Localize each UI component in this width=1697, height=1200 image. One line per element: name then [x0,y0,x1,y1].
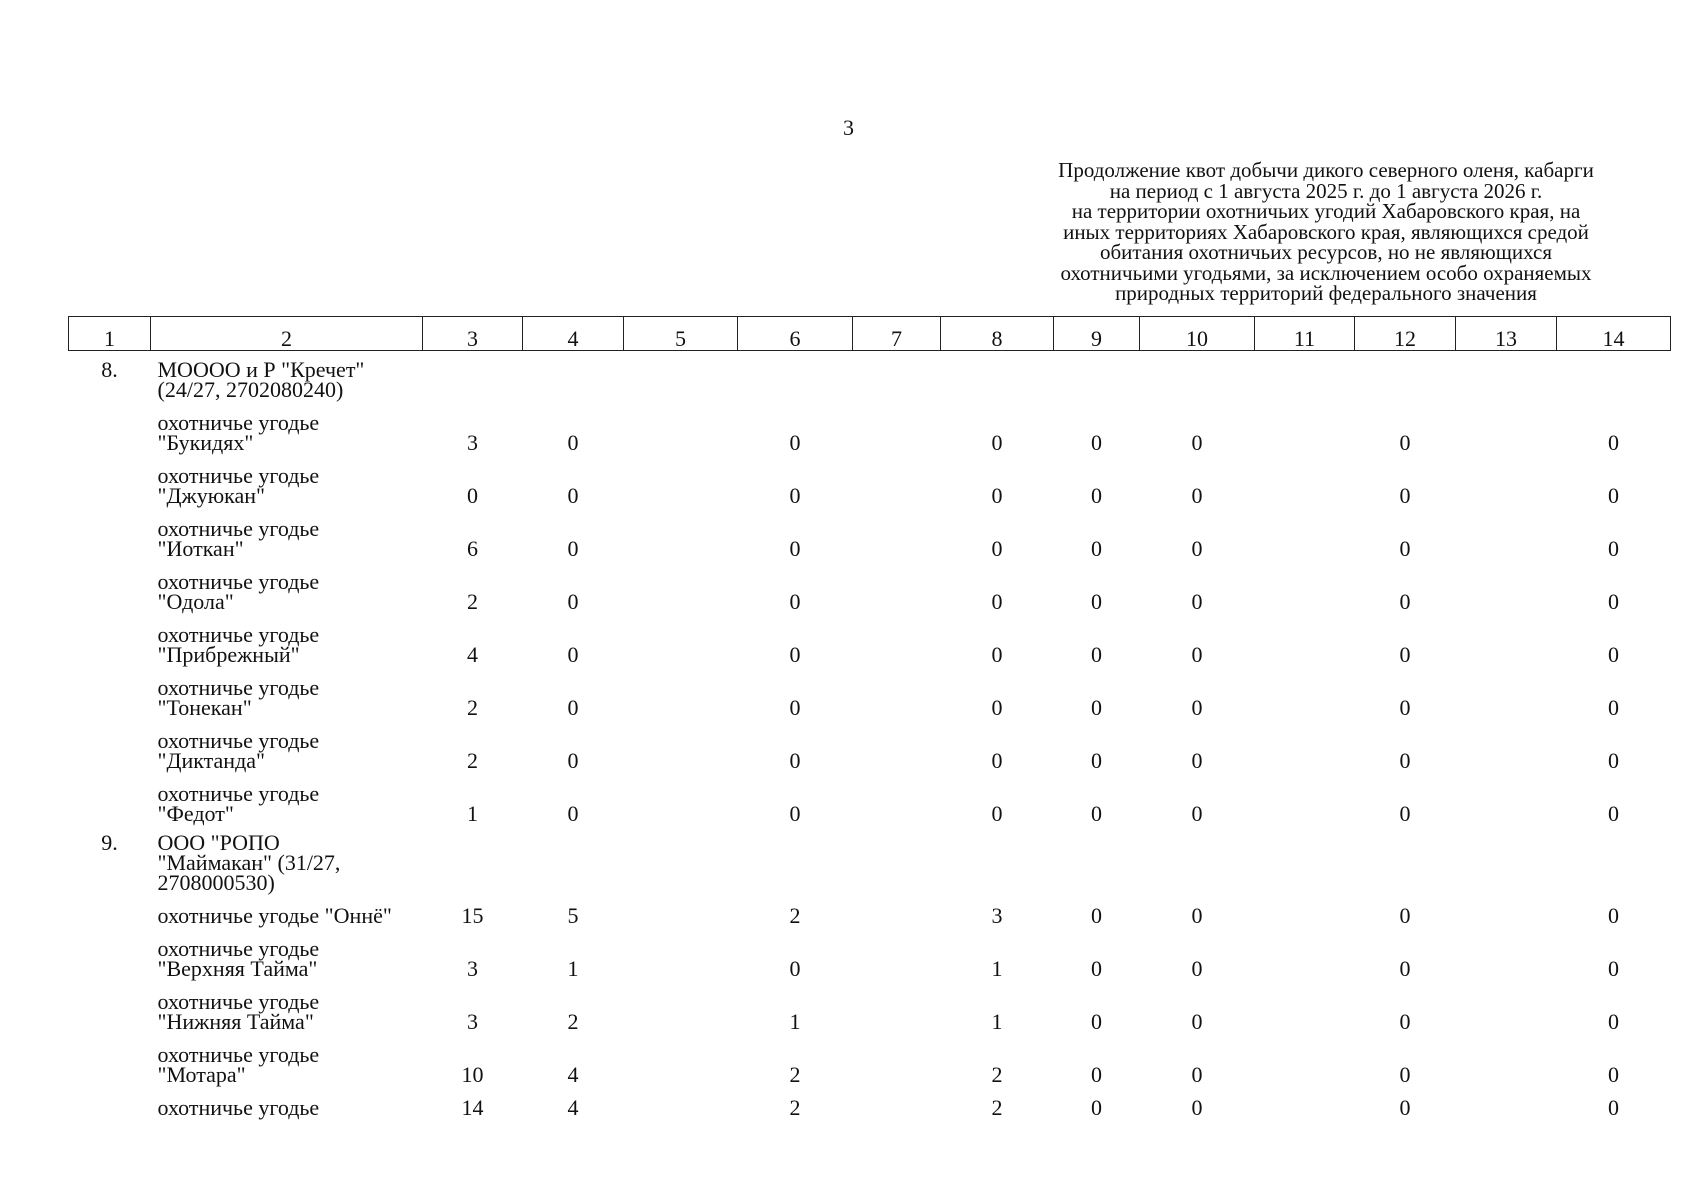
value-cell-col-5 [624,400,738,453]
value-cell-col-9 [1054,351,1140,401]
value-cell-col-9: 0 [1091,430,1102,455]
value-cell-col-8 [941,351,1054,401]
name-line: (24/27, 2702080240) [157,377,344,402]
value-cell-col-14: 0 [1608,695,1619,720]
value-cell-col-6: 0 [789,483,801,508]
caption-line: иных территориях Хабаровского края, являющихся средой [1063,219,1589,244]
value-cell-col-4: 0 [567,748,579,773]
value-cell-col-11 [1255,1085,1355,1118]
value-cell-col-14 [1557,824,1671,893]
hunting-ground-row [69,771,1671,824]
value-cell-col-8: 0 [991,695,1003,720]
hunting-ground-name [151,718,423,771]
value-cell-col-10: 0 [1191,483,1203,508]
name-line: "Иоткан" [157,536,244,561]
value-cell-col-11 [1255,559,1355,612]
hunting-ground-row [69,453,1671,506]
value-cell-col-3: 3 [467,956,478,981]
value-cell-col-12: 0 [1399,642,1411,667]
value-cell-col-5 [624,612,738,665]
value-cell-col-10: 0 [1191,642,1203,667]
header-cell: 12 [1355,317,1456,351]
value-cell-col-8: 0 [991,430,1003,455]
value-cell-col-6: 2 [789,1062,801,1087]
value-cell-col-6: 0 [789,695,801,720]
value-cell-col-11 [1255,351,1355,401]
name-line: "Нижняя Тайма" [157,1009,314,1034]
value-cell-col-6: 0 [789,801,801,826]
name-line: охотничье угодье [157,781,320,806]
value-cell-col-7 [853,506,941,559]
value-cell-col-8: 0 [991,801,1003,826]
value-cell-col-10: 0 [1191,430,1203,455]
value-cell-col-6: 0 [789,589,801,614]
organization-name [151,824,423,893]
value-cell-col-13 [1456,771,1557,824]
value-cell-col-9: 0 [1091,536,1102,561]
value-cell-col-4: 0 [567,801,579,826]
value-cell-col-4: 0 [567,695,579,720]
header-row [69,317,1671,351]
row-number [69,979,151,1032]
name-line: охотничье угодье [157,622,320,647]
value-cell-col-14: 0 [1608,1009,1619,1034]
value-cell-col-3: 2 [467,748,478,773]
hunting-ground-row [69,612,1671,665]
header-cell: 10 [1140,317,1255,351]
value-cell-col-13 [1456,718,1557,771]
value-cell-col-5 [624,351,738,401]
name-line: "Тонекан" [157,695,252,720]
value-cell-col-13 [1456,979,1557,1032]
value-cell-col-12: 0 [1399,748,1411,773]
value-cell-col-5 [624,1085,738,1118]
hunting-ground-row [69,506,1671,559]
value-cell-col-10 [1140,824,1255,893]
name-line: охотничье угодье "Оннё" [157,903,392,928]
caption-line: Продолжение квот добычи дикого северного оленя, кабарги [1058,158,1594,182]
value-cell-col-13 [1456,559,1557,612]
row-number [69,612,151,665]
value-cell-col-3 [423,351,523,401]
header-cell: 14 [1557,317,1671,351]
value-cell-col-12: 0 [1399,536,1411,561]
value-cell-col-11 [1255,718,1355,771]
header-cell: 6 [738,317,853,351]
value-cell-col-12: 0 [1399,956,1411,981]
hunting-ground-name [151,506,423,559]
row-number [69,665,151,718]
hunting-ground-row [69,926,1671,979]
name-line: "Диктанда" [157,748,266,773]
hunting-ground-name [151,665,423,718]
value-cell-col-3: 6 [467,536,478,561]
name-line: охотничье угодье [157,569,320,594]
value-cell-col-5 [624,559,738,612]
row-number [69,559,151,612]
value-cell-col-8: 1 [991,1009,1003,1034]
value-cell-col-8: 0 [991,748,1003,773]
value-cell-col-10: 0 [1191,536,1203,561]
value-cell-col-12 [1355,351,1456,401]
value-cell-col-7 [853,453,941,506]
name-line: "Мотара" [157,1062,246,1087]
value-cell-col-5 [624,453,738,506]
value-cell-col-12: 0 [1399,695,1411,720]
value-cell-col-9: 0 [1091,695,1102,720]
row-number [69,771,151,824]
value-cell-col-10: 0 [1191,589,1203,614]
name-line: "Федот" [157,801,234,826]
value-cell-col-7 [853,400,941,453]
value-cell-col-5 [624,1032,738,1085]
value-cell-col-11 [1255,1032,1355,1085]
value-cell-col-14: 0 [1608,589,1619,614]
value-cell-col-5 [624,926,738,979]
caption-line: природных территорий федерального значения [1115,281,1537,305]
value-cell-col-12: 0 [1399,1062,1411,1087]
value-cell-col-3: 3 [467,1009,478,1034]
value-cell-col-11 [1255,400,1355,453]
name-line: охотничье угодье [157,936,320,961]
value-cell-col-11 [1255,665,1355,718]
header-cell: 1 [69,317,151,351]
value-cell-col-13 [1456,351,1557,401]
value-cell-col-13 [1456,665,1557,718]
header-cell: 7 [853,317,941,351]
value-cell-col-4: 4 [567,1095,579,1120]
hunting-ground-row [69,400,1671,453]
row-number [69,1085,151,1118]
value-cell-col-6: 1 [789,1009,801,1034]
value-cell-col-9: 0 [1091,1062,1102,1087]
value-cell-col-9: 0 [1091,483,1102,508]
value-cell-col-5 [624,771,738,824]
caption-line: охотничьими угодьями, за исключением особо охраняемых [1060,260,1592,285]
value-cell-col-9: 0 [1091,589,1102,614]
organization-row [69,351,1671,401]
value-cell-col-12: 0 [1399,1009,1411,1034]
value-cell-col-7 [853,351,941,401]
header-cell: 5 [624,317,738,351]
row-number [69,926,151,979]
hunting-ground-name [151,400,423,453]
value-cell-col-7 [853,979,941,1032]
value-cell-col-13 [1456,453,1557,506]
value-cell-col-6: 0 [789,956,801,981]
value-cell-col-6 [738,824,853,893]
name-line: охотничье угодье [157,1042,320,1067]
hunting-ground-row [69,1032,1671,1085]
name-line: охотничье угодье [157,516,320,541]
value-cell-col-6 [738,351,853,401]
value-cell-col-6: 2 [789,1095,801,1120]
value-cell-col-9: 0 [1091,1095,1102,1120]
value-cell-col-14: 0 [1608,748,1619,773]
value-cell-col-14: 0 [1608,1062,1619,1087]
value-cell-col-9: 0 [1091,1009,1102,1034]
value-cell-col-5 [624,979,738,1032]
value-cell-col-3: 3 [467,430,478,455]
value-cell-col-13 [1456,400,1557,453]
value-cell-col-13 [1456,824,1557,893]
value-cell-col-14: 0 [1608,956,1619,981]
value-cell-col-7 [853,771,941,824]
value-cell-col-14: 0 [1608,801,1619,826]
value-cell-col-9: 0 [1091,642,1102,667]
value-cell-col-12: 0 [1399,1095,1411,1120]
page-number: 3 [843,115,854,140]
header-cell: 9 [1054,317,1140,351]
name-line: 2708000530) [157,870,275,895]
value-cell-col-12: 0 [1399,589,1411,614]
value-cell-col-9: 0 [1091,903,1102,928]
value-cell-col-12: 0 [1399,903,1411,928]
value-cell-col-4: 0 [567,642,579,667]
row-number [69,893,151,926]
value-cell-col-14: 0 [1608,483,1619,508]
name-line: "Маймакан" (31/27, [157,850,341,875]
header-cell: 11 [1255,317,1355,351]
value-cell-col-10: 0 [1191,1095,1203,1120]
hunting-ground-name [151,979,423,1032]
value-cell-col-6: 0 [789,536,801,561]
value-cell-col-4: 0 [567,589,579,614]
value-cell-col-11 [1255,893,1355,926]
value-cell-col-11 [1255,926,1355,979]
value-cell-col-14: 0 [1608,536,1619,561]
value-cell-col-10: 0 [1191,695,1203,720]
value-cell-col-10: 0 [1191,801,1203,826]
value-cell-col-8: 3 [991,903,1003,928]
value-cell-col-3: 4 [467,642,478,667]
value-cell-col-14: 0 [1608,903,1619,928]
value-cell-col-8: 1 [991,956,1003,981]
name-line: охотничье угодье [157,1095,320,1120]
hunting-ground-row [69,979,1671,1032]
hunting-ground-row [69,559,1671,612]
hunting-ground-name [151,559,423,612]
value-cell-col-4: 0 [567,483,579,508]
value-cell-col-6: 0 [789,642,801,667]
value-cell-col-4: 0 [567,430,579,455]
value-cell-col-5 [624,893,738,926]
hunting-ground-name [151,453,423,506]
value-cell-col-11 [1255,612,1355,665]
row-number [69,1032,151,1085]
value-cell-col-13 [1456,926,1557,979]
value-cell-col-14 [1557,351,1671,401]
value-cell-col-8: 2 [991,1062,1003,1087]
name-line: МОООО и Р "Кречет" [157,357,365,382]
value-cell-col-7 [853,559,941,612]
value-cell-col-4: 0 [567,536,579,561]
row-number [69,718,151,771]
value-cell-col-9: 0 [1091,748,1102,773]
hunting-ground-name [151,1032,423,1085]
value-cell-col-3: 15 [461,903,484,928]
hunting-ground-name [151,1085,423,1118]
name-line: охотничье угодье [157,675,320,700]
header-cell: 4 [523,317,624,351]
value-cell-col-12: 0 [1399,801,1411,826]
value-cell-col-9: 0 [1091,956,1102,981]
value-cell-col-7 [853,665,941,718]
value-cell-col-10: 0 [1191,748,1203,773]
name-line: охотничье угодье [157,989,320,1014]
value-cell-col-5 [624,718,738,771]
value-cell-col-3: 0 [467,483,478,508]
value-cell-col-3: 14 [461,1095,484,1120]
value-cell-col-9: 0 [1091,801,1102,826]
value-cell-col-7 [853,1032,941,1085]
value-cell-col-7 [853,718,941,771]
value-cell-col-8: 0 [991,642,1003,667]
value-cell-col-4: 1 [567,956,579,981]
header-cell: 8 [941,317,1054,351]
value-cell-col-11 [1255,506,1355,559]
value-cell-col-5 [624,506,738,559]
organization-row [69,824,1671,893]
value-cell-col-4: 4 [567,1062,579,1087]
value-cell-col-14: 0 [1608,1095,1619,1120]
value-cell-col-4: 5 [567,903,579,928]
caption-line: обитания охотничьих ресурсов, но не являющихся [1099,240,1553,264]
hunting-ground-name [151,926,423,979]
value-cell-col-10: 0 [1191,956,1203,981]
value-cell-col-10: 0 [1191,903,1203,928]
value-cell-col-13 [1456,1032,1557,1085]
value-cell-col-13 [1456,1085,1557,1118]
value-cell-col-3: 2 [467,695,478,720]
name-line: "Прибрежный" [157,642,300,667]
header-cell: 3 [423,317,523,351]
organization-name [151,351,423,401]
name-line: "Джуюкан" [157,483,265,508]
value-cell-col-4 [523,351,624,401]
value-cell-col-11 [1255,824,1355,893]
value-cell-col-13 [1456,612,1557,665]
hunting-ground-name [151,893,423,926]
value-cell-col-7 [853,612,941,665]
value-cell-col-11 [1255,453,1355,506]
value-cell-col-6: 2 [789,903,801,928]
value-cell-col-11 [1255,979,1355,1032]
value-cell-col-8 [941,824,1054,893]
value-cell-col-9 [1054,824,1140,893]
hunting-ground-row [69,718,1671,771]
value-cell-col-14: 0 [1608,642,1619,667]
value-cell-col-11 [1255,771,1355,824]
hunting-ground-name [151,771,423,824]
value-cell-col-13 [1456,893,1557,926]
value-cell-col-14: 0 [1608,430,1619,455]
name-line: ООО "РОПО [157,830,280,855]
header-cell: 2 [151,317,423,351]
value-cell-col-8: 2 [991,1095,1003,1120]
value-cell-col-8: 0 [991,589,1003,614]
value-cell-col-5 [624,824,738,893]
hunting-ground-row [69,665,1671,718]
name-line: охотничье угодье [157,410,320,435]
hunting-ground-row [69,1085,1671,1118]
row-number: 9. [101,830,118,855]
hunting-ground-name [151,612,423,665]
value-cell-col-3: 2 [467,589,478,614]
value-cell-col-8: 0 [991,483,1003,508]
value-cell-col-5 [624,665,738,718]
value-cell-col-13 [1456,506,1557,559]
value-cell-col-6: 0 [789,430,801,455]
value-cell-col-12: 0 [1399,430,1411,455]
table-caption [1000,160,1652,304]
value-cell-col-7 [853,1085,941,1118]
value-cell-col-10: 0 [1191,1062,1203,1087]
value-cell-col-4: 2 [567,1009,579,1034]
value-cell-col-3 [423,824,523,893]
row-number [69,400,151,453]
header-cell: 13 [1456,317,1557,351]
value-cell-col-7 [853,926,941,979]
name-line: охотничье угодье [157,728,320,753]
value-cell-col-10: 0 [1191,1009,1203,1034]
row-number: 8. [101,357,118,382]
name-line: охотничье угодье [157,463,320,488]
value-cell-col-7 [853,824,941,893]
value-cell-col-3: 1 [467,801,478,826]
value-cell-col-12 [1355,824,1456,893]
row-number [69,506,151,559]
value-cell-col-10 [1140,351,1255,401]
name-line: "Одола" [157,589,234,614]
value-cell-col-4 [523,824,624,893]
name-line: "Букидях" [157,430,254,455]
caption-line: на период с 1 августа 2025 г. до 1 августа 2026 г. [1109,178,1543,203]
value-cell-col-12: 0 [1399,483,1411,508]
caption-line: на территории охотничьих угодий Хабаровского края, на [1071,199,1581,223]
row-number [69,453,151,506]
quota-table [68,316,1671,1118]
name-line: "Верхняя Тайма" [157,956,318,981]
value-cell-col-3: 10 [461,1062,484,1087]
value-cell-col-8: 0 [991,536,1003,561]
value-cell-col-7 [853,893,941,926]
value-cell-col-6: 0 [789,748,801,773]
hunting-ground-row [69,893,1671,926]
